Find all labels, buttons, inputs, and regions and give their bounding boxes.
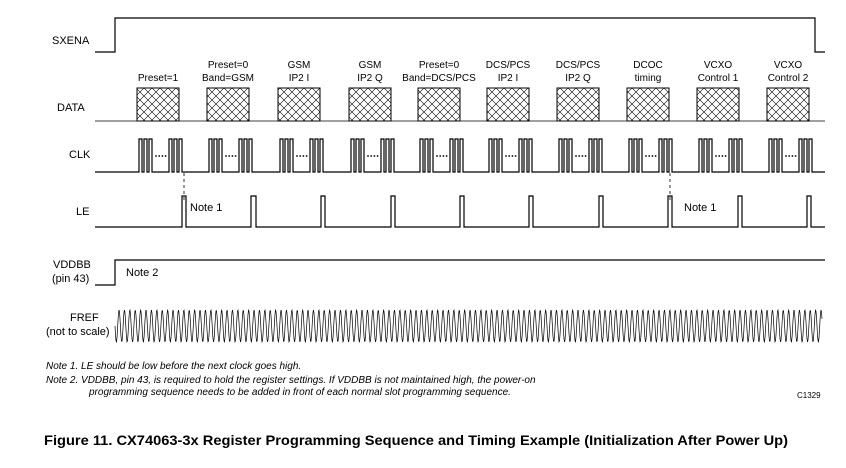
clk-dot [718, 155, 720, 157]
clk-dot [225, 155, 227, 157]
data-block [627, 88, 669, 121]
fref-waveform [115, 310, 822, 342]
data-block-header-2: IP2 I [497, 73, 519, 84]
clk-dot [515, 155, 517, 157]
clk-dot [158, 155, 160, 157]
data-block [137, 88, 179, 121]
clk-dot [575, 155, 577, 157]
clk-dot [648, 155, 650, 157]
note-2-line-2: programming sequence needs to be added in front of each normal slot programming sequence. [89, 387, 511, 398]
vddbb-waveform [95, 260, 825, 285]
clk-dot [785, 155, 787, 157]
clk-dot [582, 155, 584, 157]
data-block-header-2: IP2 I [288, 73, 310, 84]
data-block-header-2: Control 2 [767, 73, 809, 84]
data-block-header-1: GSM [287, 60, 311, 71]
le-note1-left: Note 1 [190, 202, 223, 214]
data-block-header-2: Band=DCS/PCS [402, 73, 476, 84]
clk-dot [585, 155, 587, 157]
vddbb-pin-label: (pin 43) [52, 273, 90, 285]
data-block-header-1: DCS/PCS [555, 60, 601, 71]
vddbb-note2: Note 2 [126, 267, 159, 279]
data-block [278, 88, 320, 121]
clk-dot [645, 155, 647, 157]
figure-id: C1329 [797, 391, 821, 400]
clk-dot [715, 155, 717, 157]
clk-dot [155, 155, 157, 157]
clk-dot [367, 155, 369, 157]
clk-dot [232, 155, 234, 157]
clk-dot [228, 155, 230, 157]
clk-dot [303, 155, 305, 157]
clk-dot [652, 155, 654, 157]
clk-dot [436, 155, 438, 157]
fref-label: FREF [70, 312, 99, 324]
clk-dot [578, 155, 580, 157]
data-block-header-1: VCXO [703, 60, 733, 71]
data-block [349, 88, 391, 121]
data-block-header-1: VCXO [773, 60, 803, 71]
clk-dot [792, 155, 794, 157]
clk-dot [443, 155, 445, 157]
clk-dot [725, 155, 727, 157]
data-block-header-1: DCOC [633, 60, 663, 71]
data-block-header-1: DCS/PCS [485, 60, 531, 71]
data-label: DATA [57, 102, 85, 114]
clk-dot [296, 155, 298, 157]
data-block-header-2: Preset=1 [137, 73, 179, 84]
clk-ellipsis-dots [155, 155, 796, 157]
data-block [418, 88, 460, 121]
data-block-header-2: IP2 Q [565, 73, 591, 84]
clk-dot [795, 155, 797, 157]
clk-dot [446, 155, 448, 157]
data-block-header-2: Band=GSM [202, 73, 254, 84]
le-note1-right: Note 1 [684, 202, 717, 214]
clk-dot [505, 155, 507, 157]
data-block-header-2: IP2 Q [357, 73, 383, 84]
data-block-header-2: Control 1 [697, 73, 739, 84]
clk-dot [306, 155, 308, 157]
clk-dot [788, 155, 790, 157]
clk-dot [722, 155, 724, 157]
data-block [207, 88, 249, 121]
clk-dot [508, 155, 510, 157]
clk-dot [439, 155, 441, 157]
le-label: LE [76, 206, 90, 218]
data-block-header-1: Preset=0 [418, 60, 460, 71]
sxena-waveform [95, 18, 825, 52]
data-block [557, 88, 599, 121]
data-block [767, 88, 809, 121]
clk-dot [655, 155, 657, 157]
clk-dot [299, 155, 301, 157]
vddbb-label: VDDBB [53, 259, 91, 271]
note-1: Note 1. LE should be low before the next clock goes high. [46, 361, 302, 372]
clk-dot [512, 155, 514, 157]
clk-dot [162, 155, 164, 157]
fref-scale-label: (not to scale) [46, 326, 110, 338]
data-block [487, 88, 529, 121]
clk-dot [235, 155, 237, 157]
sxena-label: SXENA [52, 35, 90, 47]
data-blocks [137, 60, 809, 121]
clk-label: CLK [69, 149, 91, 161]
clk-dot [377, 155, 379, 157]
figure-caption: Figure 11. CX74063-3x Register Programming Sequence and Timing Example (Initialization After Power Up) [44, 432, 788, 448]
data-block-header-2: timing [634, 73, 662, 84]
data-block-header-1: GSM [358, 60, 382, 71]
clk-dot [374, 155, 376, 157]
clk-dot [370, 155, 372, 157]
note-2-line-1: Note 2. VDDBB, pin 43, is required to hold the register settings. If VDDBB is not maintained high, the power-on [46, 375, 536, 386]
data-block-header-1: Preset=0 [207, 60, 249, 71]
data-block [697, 88, 739, 121]
clk-dot [165, 155, 167, 157]
